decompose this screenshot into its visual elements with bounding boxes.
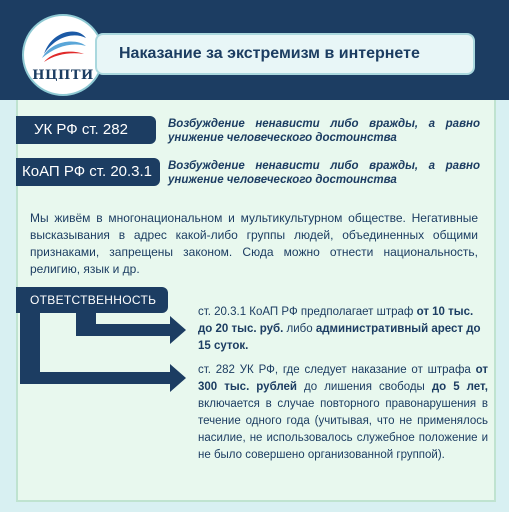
responsibility-item-uk: ст. 282 УК РФ, где следует наказание от штрафа от 300 тыс. рублей до лишения свободы до 5 лет, включается в случае повторного правонарушения в течение одного года (учитывая, что не применялось насилие, не использовалось служебное положение и не было совершено организованной группой).	[198, 364, 488, 461]
law-tag-koap-20-3-1: КоАП РФ ст. 20.3.1	[16, 158, 160, 186]
responsibility-item-koap: ст. 20.3.1 КоАП РФ предполагает штраф от 10 тыс. до 20 тыс. руб. либо административный арест до 15 суток.	[198, 306, 481, 352]
law-tag-uk-282: УК РФ ст. 282	[16, 116, 156, 144]
page-title: Наказание за экстремизм в интернете	[119, 45, 420, 62]
logo-text: НЦПТИ	[32, 68, 94, 83]
responsibility-label: ОТВЕТСТВЕННОСТЬ	[16, 287, 168, 313]
intro-paragraph: Мы живём в многонациональном и мультикультурном обществе. Негативные высказывания в адрес какой-либо группы людей, объединенных общими признаками, запрещены законом. Сюда можно отнести национальность, религию, язык и др.	[30, 211, 478, 276]
law-description-uk-282: Возбуждение ненависти либо вражды, а равно унижение человеческого достоинства	[168, 118, 480, 144]
arrow-upper-icon	[76, 313, 186, 344]
law-description-koap-20-3-1: Возбуждение ненависти либо вражды, а равно унижение человеческого достоинства	[168, 160, 480, 186]
